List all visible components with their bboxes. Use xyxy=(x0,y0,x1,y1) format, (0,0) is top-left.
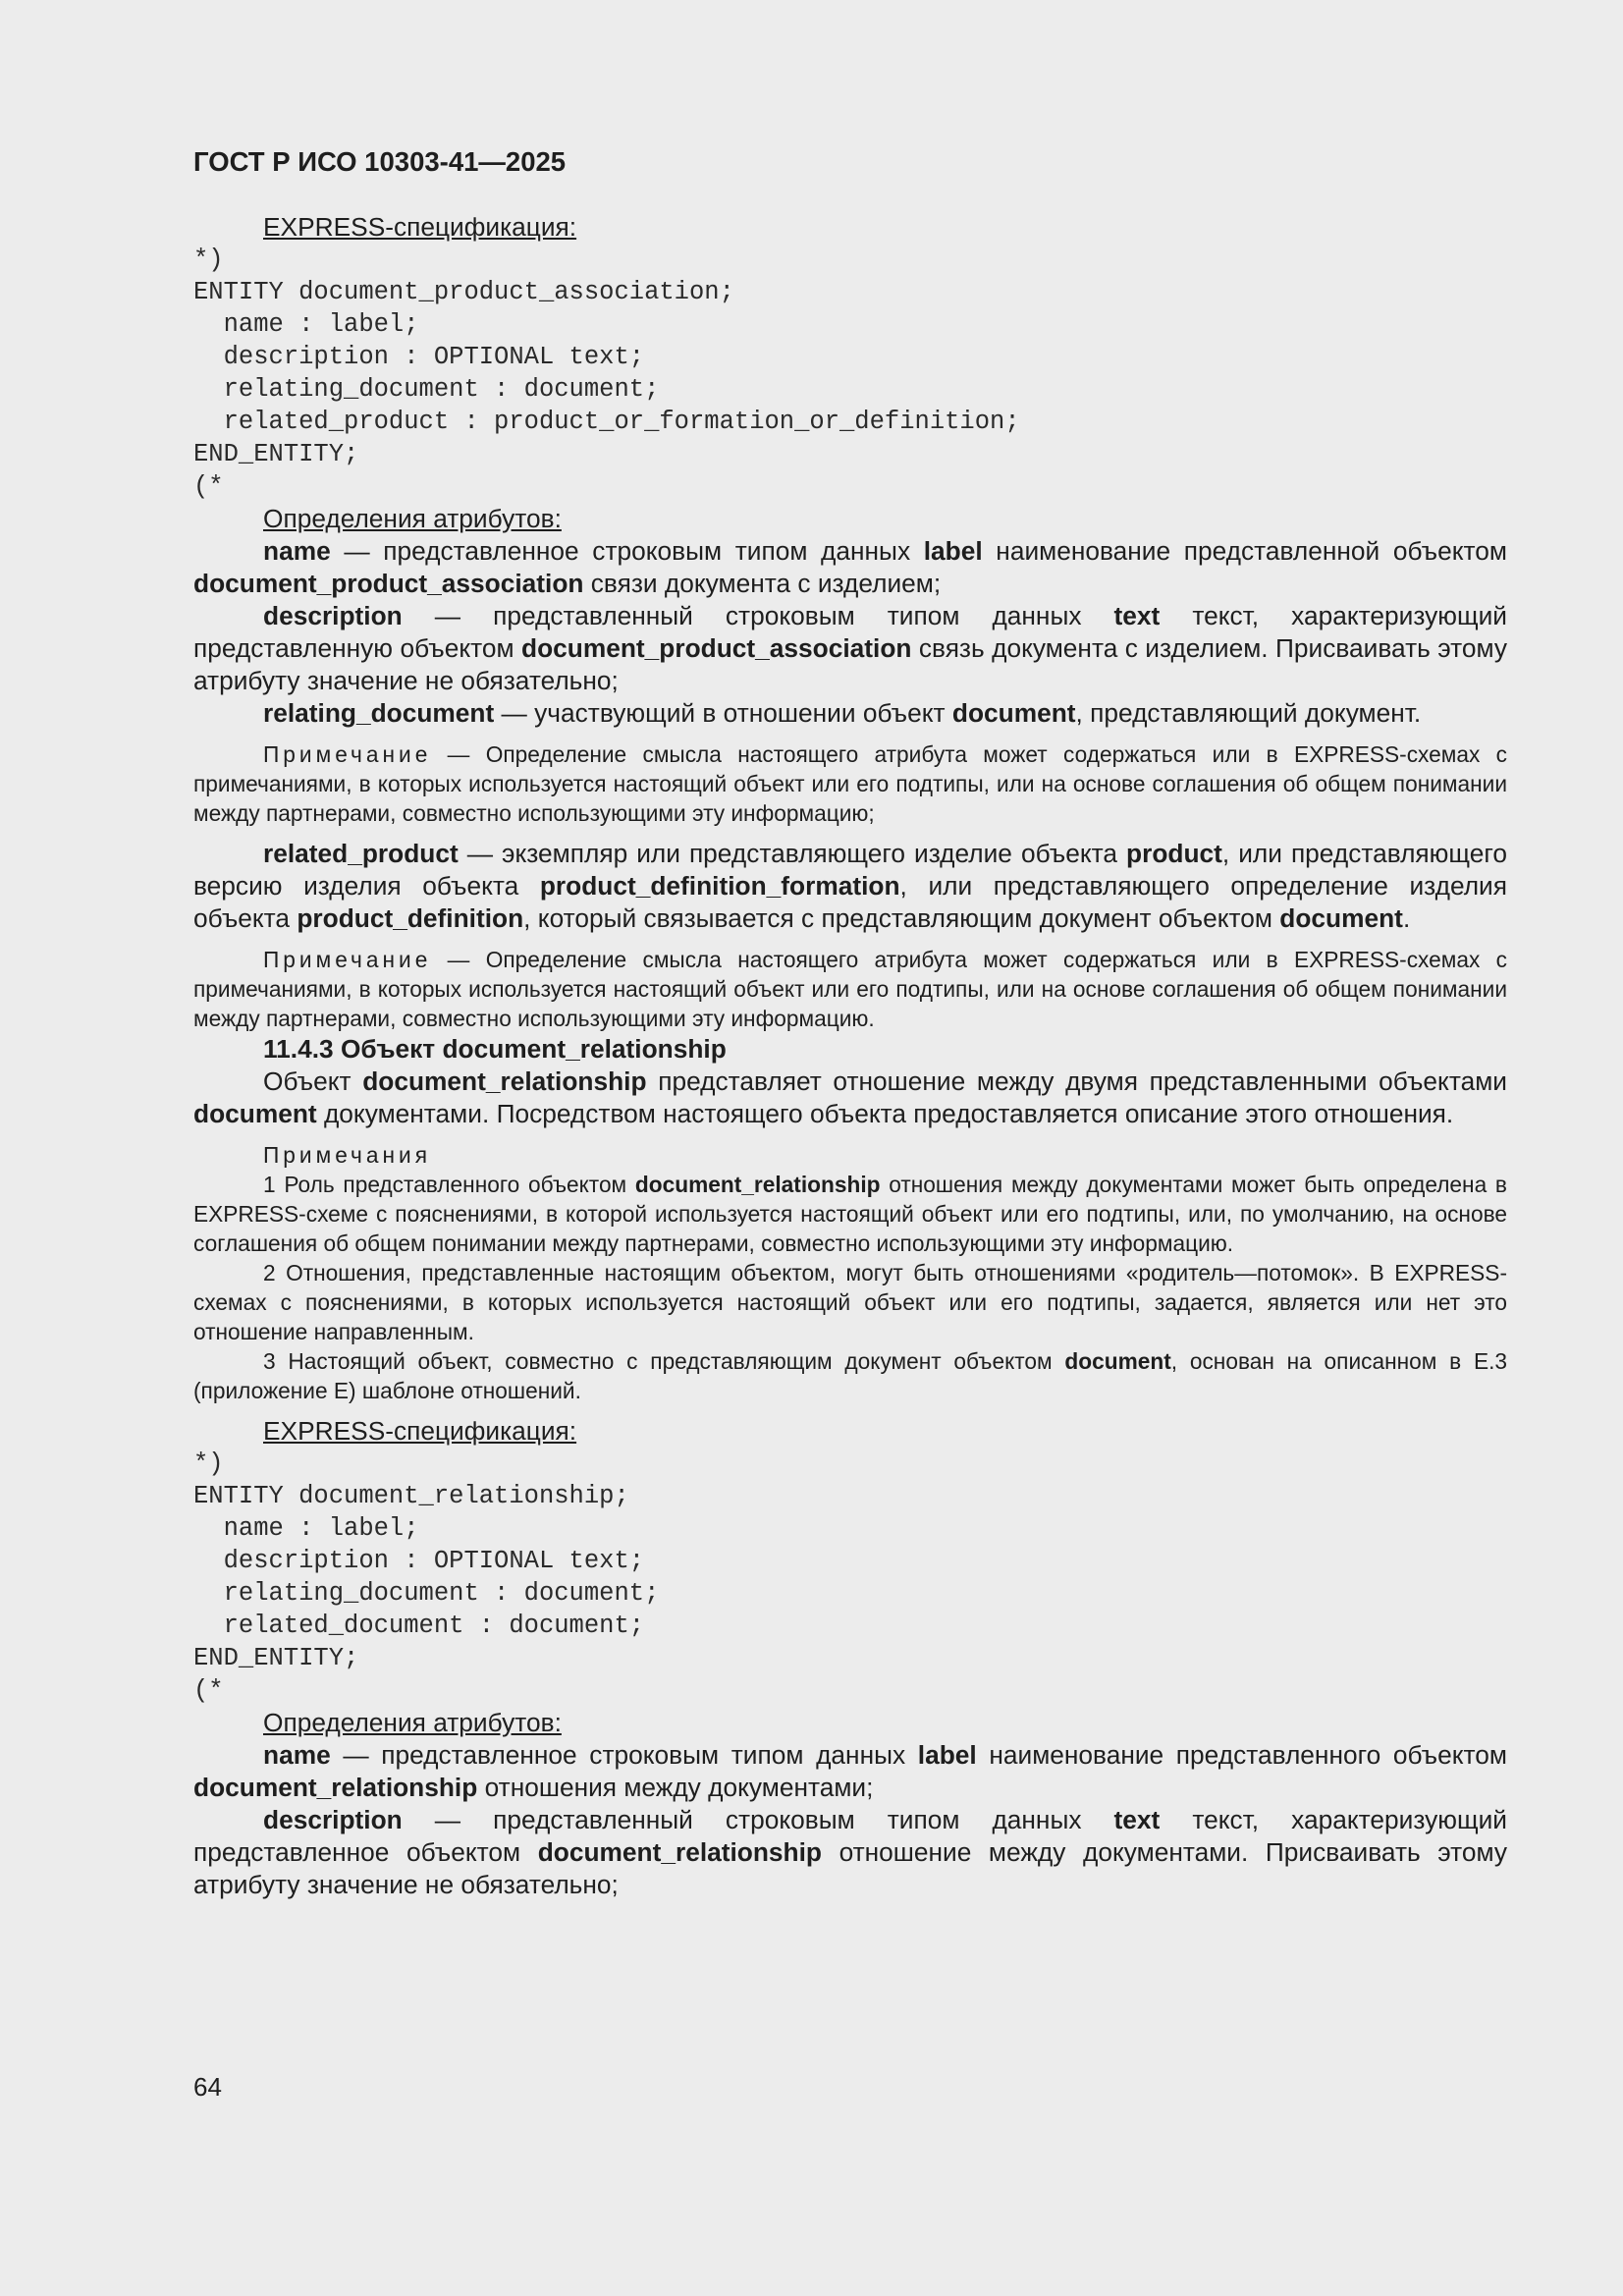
express-code-block-2: *) ENTITY document_relationship; name : label; description : OPTIONAL text; relating_document : document; related_document : document; END_ENTITY; (* xyxy=(193,1449,660,1705)
attribute-name-definition-2: name — представленное строковым типом данных label наименование представленного объектом document_relationship отношения между документами; xyxy=(193,1740,1507,1802)
note-related-product: Примечание — Определение смысла настоящего атрибута может содержаться или в EXPRESS-схемах с примечаниями, в которых используется настоящий объект или его подтипы, или на основе соглашения об общем понимании между партнерами, совместно использующими эту информацию. xyxy=(193,947,1507,1031)
page-number: 64 xyxy=(193,2072,222,2102)
notes-label: Примечания xyxy=(263,1142,431,1168)
express-spec-heading: EXPRESS-спецификация: xyxy=(263,212,577,242)
section-intro-paragraph: Объект document_relationship представляет отношение между двумя представленными объектами document документами. Посредством настоящего объекта предоставляется описание этого отношения. xyxy=(193,1066,1507,1128)
attribute-definitions-heading-2: Определения атрибутов: xyxy=(263,1708,562,1737)
note-3: 3 Настоящий объект, совместно с представляющим документ объектом document, основан на описанном в Е.3 (приложение Е) шаблоне отношений. xyxy=(193,1348,1507,1403)
note-2: 2 Отношения, представленные настоящим объектом, могут быть отношениями «родитель—потомок». В EXPRESS-схемах с пояснениями, в которых используется настоящий объект или его подтипы, задается, является или нет это отношение направленным. xyxy=(193,1260,1507,1344)
attribute-description-definition-2: description — представленный строковым типом данных text текст, характеризующий представленное объектом document_relationship отношение между документами. Присваивать этому атрибуту значение не обязательно; xyxy=(193,1805,1507,1899)
express-spec-heading-2: EXPRESS-спецификация: xyxy=(263,1416,577,1446)
attribute-relating-document-definition: relating_document — участвующий в отношении объект document, представляющий документ. xyxy=(263,698,1422,728)
section-heading-11-4-3: 11.4.3 Объект document_relationship xyxy=(263,1034,727,1064)
attribute-related-product-definition: related_product — экземпляр или представляющего изделие объекта product, или представляющего версию изделия объекта product_definition_formation, или представляющего определение изделия объекта product_definition, который связывается с представляющим документ объектом document. xyxy=(193,839,1508,933)
attribute-definitions-heading: Определения атрибутов: xyxy=(263,504,562,533)
note-1: 1 Роль представленного объектом document_relationship отношения между документами может быть определена в EXPRESS-схеме с пояснениями, в которой используется настоящий объект или его подтипы, или, по умолчанию, на основе соглашения об общем понимании между партнерами, совместно использующими эту информацию. xyxy=(193,1172,1507,1256)
express-code-block: *) ENTITY document_product_association; name : label; description : OPTIONAL text; relating_document : document; related_product : product_or_formation_or_definition; END_ENTITY; (* xyxy=(193,246,1020,501)
attribute-name-definition: name — представленное строковым типом данных label наименование представленной объектом document_product_association связи документа с изделием; xyxy=(193,536,1507,598)
note-relating-document: Примечание — Определение смысла настоящего атрибута может содержаться или в EXPRESS-схемах с примечаниями, в которых используется настоящий объект или его подтипы, или на основе соглашения об общем понимании между партнерами, совместно использующими эту информацию; xyxy=(193,741,1507,826)
page-content xyxy=(193,145,1507,1901)
document-header: ГОСТ Р ИСО 10303-41—2025 xyxy=(193,146,567,177)
attribute-description-definition: description — представленный строковым типом данных text текст, характеризующий представленную объектом document_product_association связь документа с изделием. Присваивать этому атрибуту значение не обязательно; xyxy=(193,601,1507,695)
